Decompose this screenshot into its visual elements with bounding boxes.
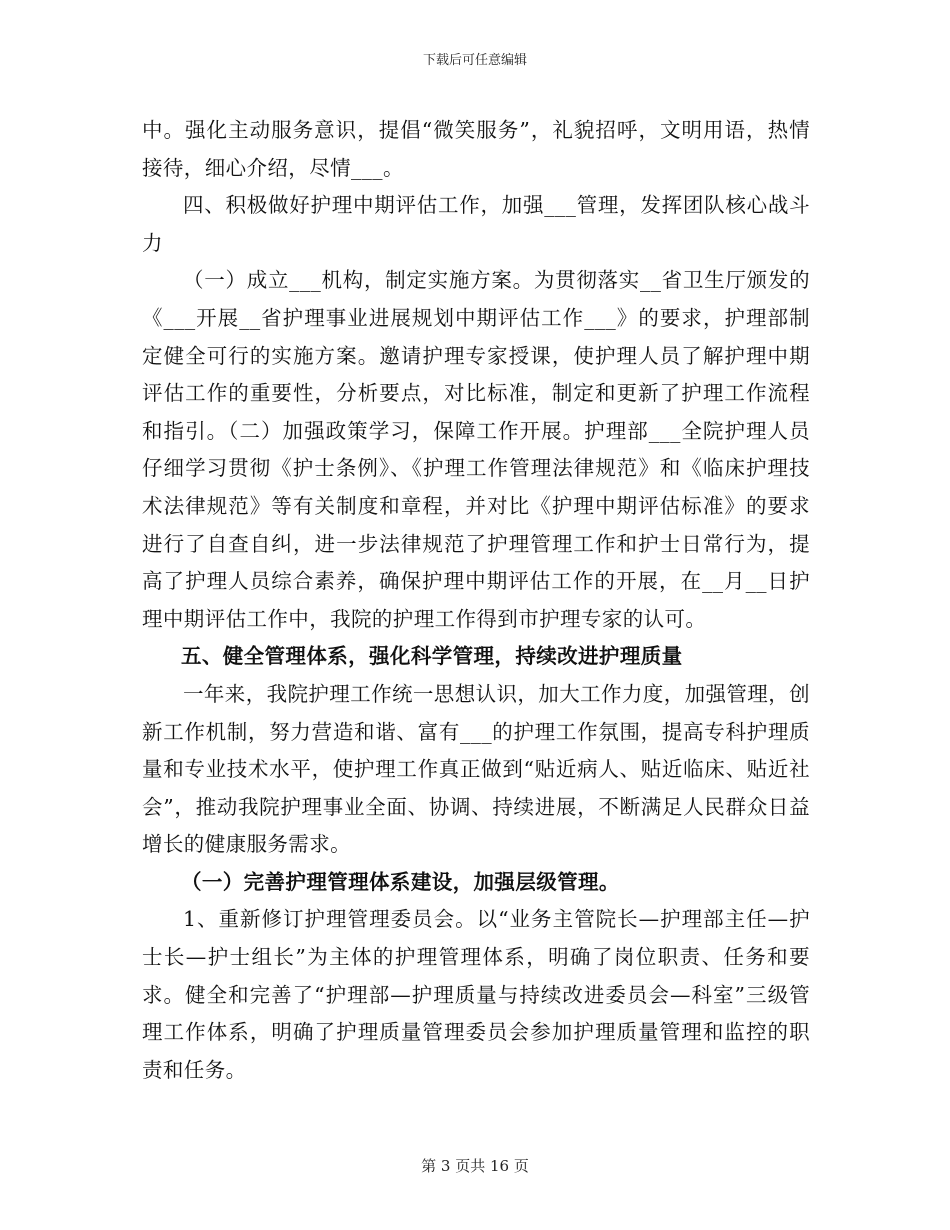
page-header: 下载后可任意编辑 bbox=[422, 53, 527, 68]
subsection-heading-one: （一）完善护理管理体系建设，加强层级管理。 bbox=[180, 869, 620, 894]
paragraph-service-awareness: 中。强化主动服务意识，提倡“微笑服务”，礼貌招呼，文明用语，热情接待，细心介绍，尽情___。 bbox=[142, 118, 810, 180]
page-number-footer: 第 3 页共 16 页 bbox=[421, 1157, 529, 1175]
section-heading-five: 五、健全管理体系，强化科学管理，持续改进护理质量 bbox=[180, 644, 683, 669]
section-heading-four: 四、积极做好护理中期评估工作，加强___管理，发挥团队核心战斗力 bbox=[142, 193, 810, 255]
paragraph-evaluation-plan: （一）成立___机构，制定实施方案。为贯彻落实__省卫生厅颁发的《___开展__省护理事业进展规划中期评估工作___》的要求，护理部制定健全可行的实施方案。邀请护理专家授课，使护理人员了解护理中期评估工作的重要性，分析要点，对比标准，制定和更新了护理工作流程和指引。（二）加强政策学习，保障工作开展。护理部___全院护理人员仔细学习贯彻《护士条例》、《护理工作管理法律规范》和《临床护理技术法律规范》等有关制度和章程，并对比《护理中期评估标准》的要求进行了自查自纠，进一步法律规范了护理管理工作和护士日常行为，提高了护理人员综合素养，确保护理中期评估工作的开展，在__月__日护理中期评估工作中，我院的护理工作得到市护理专家的认可。 bbox=[142, 268, 810, 631]
document-body bbox=[142, 112, 810, 1089]
paragraph-yearly-summary: 一年来，我院护理工作统一思想认识，加大工作力度，加强管理，创新工作机制，努力营造和谐、富有___的护理工作氛围，提高专科护理质量和专业技术水平，使护理工作真正做到“贴近病人、贴近临床、贴近社会”，推动我院护理事业全面、协调、持续进展，不断满足人民群众日益增长的健康服务需求。 bbox=[142, 681, 810, 857]
paragraph-committee-revision: 1、重新修订护理管理委员会。以“业务主管院长—护理部主任—护士长—护士组长”为主体的护理管理体系，明确了岗位职责、任务和要求。健全和完善了“护理部—护理质量与持续改进委员会—科室”三级管理工作体系，明确了护理质量管理委员会参加护理质量管理和监控的职责和任务。 bbox=[142, 907, 810, 1082]
